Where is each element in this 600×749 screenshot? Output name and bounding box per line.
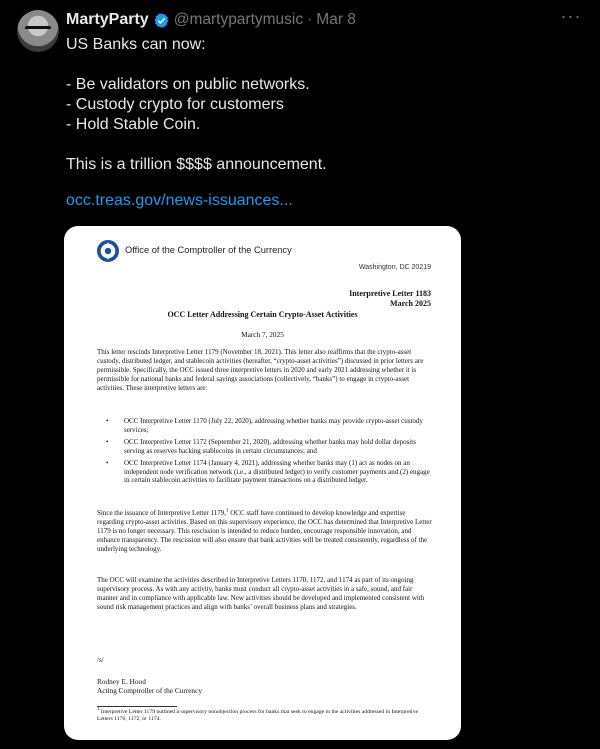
display-name[interactable]: MartyParty [66,11,149,28]
tweet-line: This is a trillion $$$$ announcement. [66,156,327,173]
doc-title: OCC Letter Addressing Certain Crypto-Asset Activities [167,310,358,319]
doc-bullet-list [104,417,434,488]
doc-signer-title: Acting Comptroller of the Currency [97,686,202,695]
doc-paragraph [97,509,434,554]
tweet-line: US Banks can now: [66,36,206,53]
doc-org: Office of the Comptroller of the Currency [125,245,292,255]
tweet-line: - Hold Stable Coin. [66,116,201,133]
separator: · [307,11,313,28]
footnote-text: Interpretive Letter 1179 outlined a supervisory nonobjection process for banks that seek to engage in the activities addressed in Interpretive Letters 1170, 1172, or 1174. [97,709,419,723]
doc-bullet: • OCC Interpretive Letter 1174 (January 4, 2021), addressing whether banks may (1) act as nodes on an independent node verification network (i.e., a distributed ledger) to verify customer payments and (2) engage in certain stablecoin activities to facilitate payment transactions on a distributed ledger. [104,459,434,486]
doc-bullet: • OCC Interpretive Letter 1172 (September 21, 2020), addressing whether banks may hold dollar deposits serving as reserves backing stablecoins in certain circumstances; and [104,438,434,456]
doc-signer [97,677,202,695]
more-options-icon[interactable]: ··· [560,6,582,26]
tweet-line: - Custody crypto for customers [66,96,284,113]
footnote-number: 1 [97,707,100,713]
doc-letter-number: Interpretive Letter 1183 [349,289,431,298]
verified-badge-icon [153,12,170,29]
doc-footnote [97,709,434,723]
tweet-link[interactable]: occ.treas.gov/news-issuances... [66,192,293,209]
tweet-header [66,9,356,31]
doc-date: March 7, 2025 [241,330,284,339]
avatar[interactable] [17,10,59,52]
doc-bullet: • OCC Interpretive Letter 1170 (July 22, 2020), addressing whether banks may provide crypto-asset custody services; [104,417,434,435]
doc-location: Washington, DC 20219 [358,264,431,271]
tweet-line: - Be validators on public networks. [66,76,310,93]
doc-letter-date: March 2025 [390,299,431,308]
attached-image[interactable] [64,226,461,740]
footnote-ref: 1 [226,508,229,514]
timestamp[interactable]: Mar 8 [316,11,356,28]
doc-paragraph: This letter rescinds Interpretive Letter 1179 (November 18, 2021). This letter also reaffirms that the crypto-asset custody, distributed ledger, and stablecoin activities (hereafter, “crypto-asset activities”) discussed in prior letters are permissible. Specifically, the OCC issued three interpretive letters in 2020 and early 2021 addressing whether it is permissible for national banks and federal savings associations (collectively, “banks”) to engage in crypto-asset activities. These interpretive letters are: [97,348,424,392]
occ-logo-icon [97,240,119,262]
doc-paragraph-text: OCC staff have continued to develop knowledge and expertise regarding crypto-asset activities. Based on this supervisory experience, the OCC has determined that Interpretive Letter 1179 is no longer necessary. This rescission is intended to reduce burden, encourage responsible innovation, and enhance transparency. The rescission will also ensure that bank activities will be treated consistently, regardless of the underlying technology. [97,509,432,553]
doc-paragraph-text: Since the issuance of Interpretive Letter 1179, [97,509,226,517]
handle[interactable]: @martypartymusic [173,11,304,28]
doc-signer-name: Rodney E. Hood [97,677,146,686]
avatar-glasses [25,26,51,36]
tweet-text [66,35,576,175]
doc-paragraph: The OCC will examine the activities described in Interpretive Letters 1170, 1172, and 1174 as part of its ongoing supervisory process. As with any activity, banks must conduct all crypto-asset activities in a safe, sound, and fair manner and in compliance with applicable law. New activities should be developed and implemented consistent with sound risk management practices and align with banks’ overall business plans and strategies. [97,576,425,611]
footnote-divider [97,706,177,707]
doc-signature-mark: /s/ [97,656,104,664]
